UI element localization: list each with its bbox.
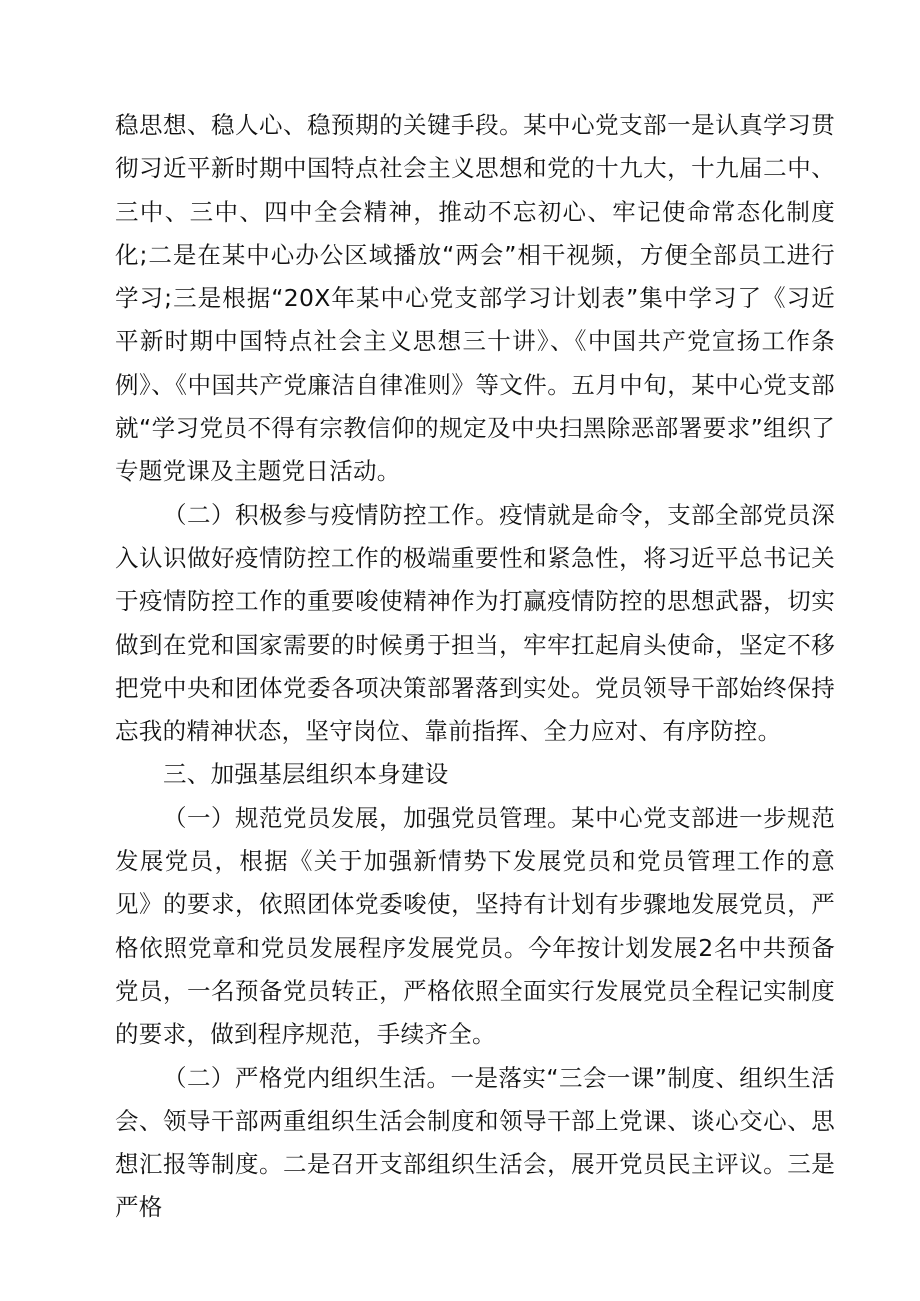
paragraph-study-implementation: 稳思想、稳人心、稳预期的关键手段。某中心党支部一是认真学习贯彻习近平新时期中国特点社会主义思想和党的十九大，十九届二中、三中、三中、四中全会精神，推动不忘初心、牢记使命常态化制度化;二是在某中心办公区域播放“两会”相干视频，方便全部员工进行学习;三是根据“20X年某中心党支部学习计划表”集中学习了《习近平新时期中国特点社会主义思想三十讲》、《中国共产党宣扬工作条例》、《中国共产党廉洁自律准则》等文件。五月中旬，某中心党支部就“学习党员不得有宗教信仰的规定及中央扫黑除恶部署要求”组织了专题党课及主题党日活动。 — [115, 111, 835, 486]
paragraph-member-development: （一）规范党员发展，加强党员管理。某中心党支部进一步规范发展党员，根据《关于加强新情势下发展党员和党员管理工作的意见》的要求，依照团体党委唆使，坚持有计划有步骤地发展党员，严格依照党章和党员发展程序发展党员。今年按计划发展2名中共预备党员，一名预备党员转正，严格依照全面实行发展党员全程记实制度的要求，做到程序规范，手续齐全。 — [115, 803, 835, 1049]
paragraph-organizational-life: （二）严格党内组织生活。一是落实“三会一课”制度、组织生活会、领导干部两重组织生活会制度和领导干部上党课、谈心交心、思想汇报等制度。二是召开支部组织生活会，展开党员民主评议。三是严格 — [115, 1063, 835, 1222]
section-heading-grassroots: 三、加强基层组织本身建设 — [163, 760, 449, 789]
document-body — [115, 104, 835, 1230]
paragraph-epidemic-prevention: （二）积极参与疫情防控工作。疫情就是命令，支部全部党员深入认识做好疫情防控工作的极端重要性和紧急性，将习近平总书记关于疫情防控工作的重要唆使精神作为打赢疫情防控的思想武器，切实做到在党和国家需要的时候勇于担当，牢牢扛起肩头使命，坚定不移把党中央和团体党委各项决策部署落到实处。党员领导干部始终保持忘我的精神状态，坚守岗位、靠前指挥、全力应对、有序防控。 — [115, 500, 835, 746]
